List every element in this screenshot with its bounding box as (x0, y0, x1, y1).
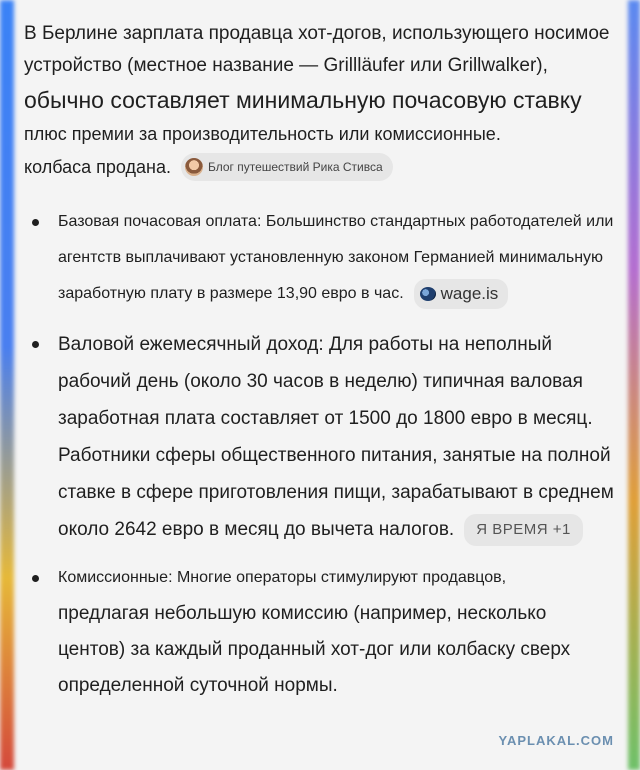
list-item-line: определенной суточной нормы. (58, 675, 338, 696)
intro-line: В Берлине зарплата продавца хот-догов, использующего носимое (24, 23, 610, 44)
list-item-commission (18, 560, 618, 704)
source-chip-time[interactable]: Я ВРЕМЯ +1 (464, 514, 583, 546)
source-chip-label: wage.is (440, 284, 499, 303)
answer-content (18, 18, 618, 704)
source-chip-label: Блог путешествий Рика Стивса (207, 160, 383, 174)
intro-line-text: колбаса продана. (24, 157, 171, 177)
bullet-list (18, 204, 618, 704)
source-chip-rick-steves[interactable] (181, 153, 393, 181)
list-item-line: заработная плата составляет от 1500 до 1800 евро в месяц. (58, 408, 593, 429)
intro-line (24, 150, 618, 184)
avatar-icon (185, 158, 203, 176)
left-color-edge (0, 0, 14, 770)
list-item-gross-monthly (18, 326, 618, 548)
list-item-line: агентств выплачивают установленную законом Германией минимальную (58, 249, 604, 266)
list-item-line-text: заработную плату в размере 13,90 евро в час. (58, 285, 404, 302)
site-logo-icon (420, 287, 436, 301)
intro-line: плюс премии за производительность или комиссионные. (24, 124, 501, 144)
list-item-line: Работники сферы общественного питания, занятые на полной (58, 445, 611, 466)
watermark: YAPLAKAL.COM (498, 733, 614, 748)
bullet-dot-icon (32, 341, 39, 348)
bullet-dot-icon (32, 575, 39, 582)
right-color-edge (628, 0, 640, 770)
bullet-dot-icon (32, 219, 39, 226)
list-item-line-text: около 2642 евро в месяц до вычета налогов. (58, 519, 455, 540)
source-chip-wage-is[interactable] (414, 279, 509, 309)
intro-line: устройство (местное название — Grillläufer или Grillwalker), (24, 55, 548, 76)
list-item-line: Комиссионные: Многие операторы стимулируют продавцов, (58, 569, 507, 586)
list-item-line: ставке в сфере приготовления пищи, зарабатывают в среднем (58, 482, 614, 503)
list-item-line (58, 276, 618, 312)
list-item-line: Валовой ежемесячный доход: Для работы на неполный (58, 334, 552, 355)
list-item-line: рабочий день (около 30 часов в неделю) типичная валовая (58, 371, 583, 392)
list-item-line: центов) за каждый проданный хот-дог или колбаску сверх (58, 639, 571, 660)
intro-line: обычно составляет минимальную почасовую ставку (24, 87, 582, 113)
list-item-line: предлагая небольшую комиссию (например, несколько (58, 603, 547, 624)
list-item-line (58, 511, 618, 548)
list-item-base-pay (18, 204, 618, 312)
intro-paragraph (18, 18, 618, 184)
list-item-line: Базовая почасовая оплата: Большинство стандартных работодателей или (58, 213, 614, 230)
